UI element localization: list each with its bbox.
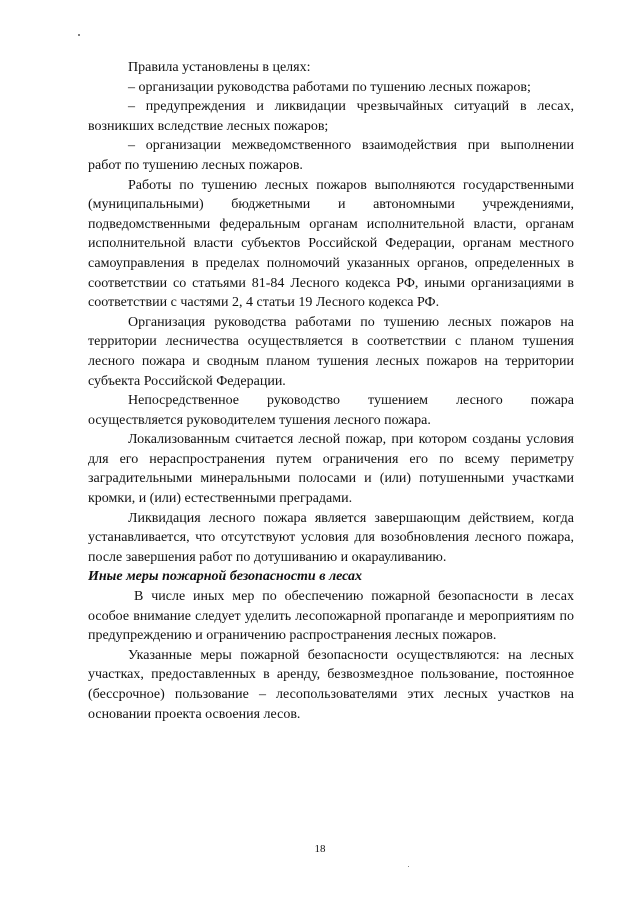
paragraph-organization: Организация руководства работами по тушению лесных пожаров на территории лесничества осуществляется в соответствии с планом тушения лесного пожара и сводным планом тушения лесных пожаров на территории субъекта Российской Федерации.: [88, 314, 574, 389]
rules-item-2: – предупреждения и ликвидации чрезвычайных ситуаций в лесах, возникших вследствие лесных пожаров;: [88, 99, 574, 134]
document-body: [88, 58, 574, 724]
rules-item-3: – организации межведомственного взаимодействия при выполнении работ по тушению лесных пожаров.: [88, 138, 574, 173]
rules-item-1: – организации руководства работами по тушению лесных пожаров;: [128, 79, 531, 95]
paragraph-liquidation: Ликвидация лесного пожара является завершающим действием, когда устанавливается, что отсутствуют условия для возобновления лесного пожара, после завершения работ по дотушиванию и окарауливанию.: [88, 510, 574, 565]
section-heading: Иные меры пожарной безопасности в лесах: [88, 569, 363, 585]
paragraph-works: Работы по тушению лесных пожаров выполняются государственными (муниципальными) бюджетными и автономными учреждениями, подведомственными федеральным органам исполнительной власти, органам исполнительной власти субъектов Российской Федерации, органам местного самоуправления в пределах полномочий указанных органов, определенных в соответствии со статьями 81-84 Лесного кодекса РФ, иными организациями в соответствии с частями 2, 4 статьи 19 Лесного кодекса РФ.: [88, 177, 574, 311]
paragraph-localized: Локализованным считается лесной пожар, при котором созданы условия для его нераспространения путем ограничения его по всему периметру заградительными минеральными полосами и (или) потушенными участками кромки, и (или) естественными преградами.: [88, 432, 574, 507]
page-number: 18: [314, 843, 326, 855]
paragraph-other-measures: В числе иных мер по обеспечению пожарной безопасности в лесах особое внимание следует уделить лесопожарной пропаганде и мероприятиям по предупреждению и ограничению распространения лесных пожаров.: [88, 589, 574, 644]
rules-intro: Правила установлены в целях:: [128, 60, 311, 75]
paragraph-direct-management: Непосредственное руководство тушением лесного пожара осуществляется руководителем тушения лесного пожара.: [88, 393, 574, 428]
scan-speck: [408, 866, 409, 867]
scan-speck: [78, 34, 80, 36]
paragraph-measures-implementation: Указанные меры пожарной безопасности осуществляются: на лесных участках, предоставленных в аренду, безвозмездное пользование, постоянное (бессрочное) пользование – лесопользователями этих лесных участков на основании проекта освоения лесов.: [88, 647, 574, 722]
